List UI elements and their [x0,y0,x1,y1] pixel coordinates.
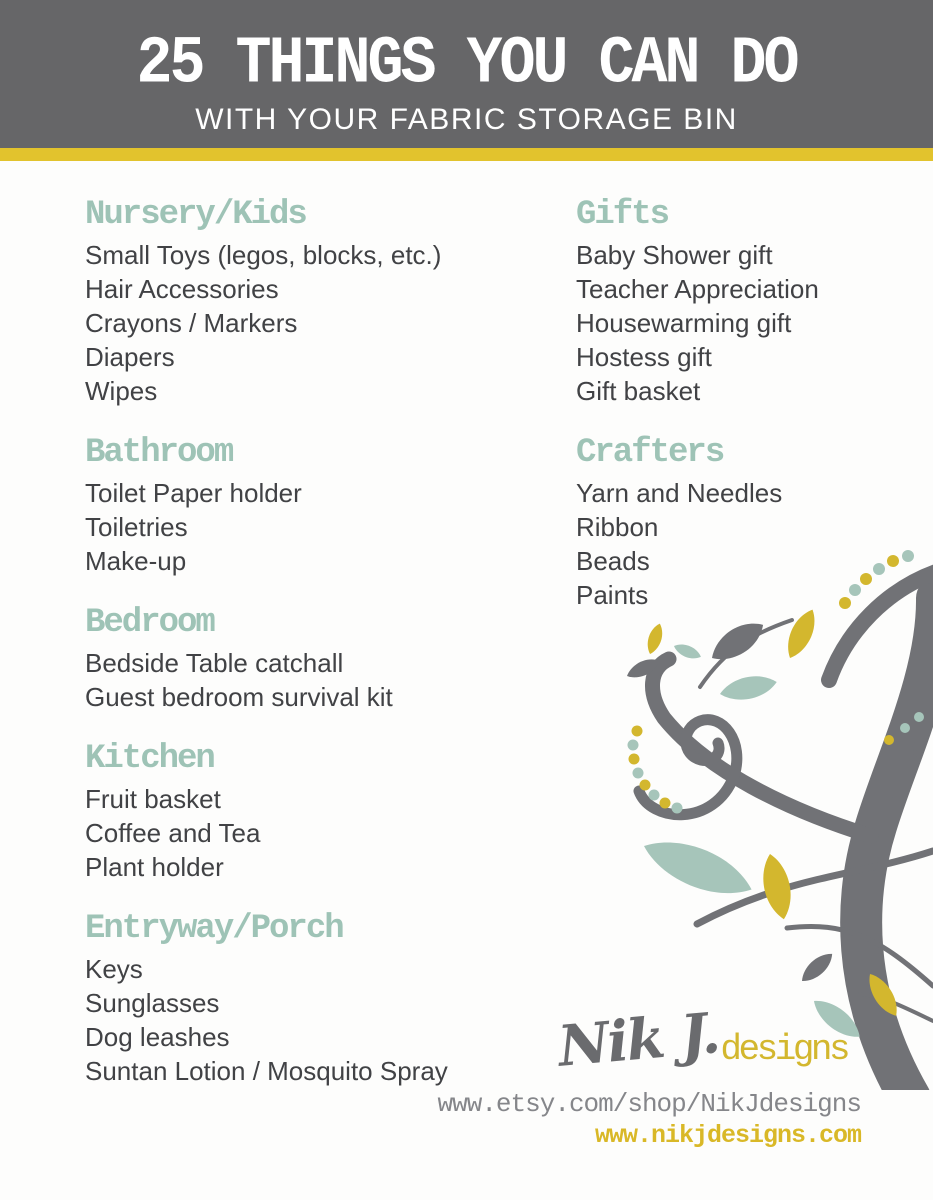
section-heading: Kitchen [85,740,214,778]
accent-divider [0,148,933,161]
list-item: Toiletries [85,512,188,542]
list-item: Teacher Appreciation [576,274,819,304]
section-heading: Crafters [576,434,724,472]
list-item: Housewarming gift [576,308,792,338]
brand-logo [555,1000,848,1080]
list-item: Gift basket [576,376,701,406]
list-item: Hair Accessories [85,274,279,304]
list-item: Yarn and Needles [576,478,783,508]
list-item: Guest bedroom survival kit [85,682,393,712]
column-left [85,192,555,1110]
list-item: Keys [85,954,143,984]
item-list [85,782,555,884]
list-item: Ribbon [576,512,659,542]
list-item: Hostess gift [576,342,712,372]
column-right [576,192,926,634]
list-item: Suntan Lotion / Mosquito Spray [85,1056,448,1086]
item-list [85,476,555,578]
section-heading: Gifts [576,196,669,234]
logo-word-text: designs [720,1029,848,1070]
section-gifts [576,192,926,408]
item-list [85,952,555,1088]
section-heading: Bathroom [85,434,233,472]
list-item: Plant holder [85,852,224,882]
item-list [576,238,926,408]
section-crafters [576,430,926,612]
section-kitchen [85,736,555,884]
page-title: 25 THINGS YOU CAN DO [136,26,797,103]
list-item: Crayons / Markers [85,308,298,338]
list-item: Toilet Paper holder [85,478,302,508]
list-item: Fruit basket [85,784,221,814]
header-banner [0,0,933,148]
footer-urls [438,1088,861,1152]
list-item: Bedside Table catchall [85,648,344,678]
logo-script-text: Nik J. [555,1000,721,1080]
section-entryway-porch [85,906,555,1088]
list-item: Sunglasses [85,988,220,1018]
website-url: www.nikjdesigns.com [594,1121,861,1150]
list-item: Make-up [85,546,187,576]
list-item: Small Toys (legos, blocks, etc.) [85,240,442,270]
list-item: Coffee and Tea [85,818,261,848]
section-heading: Entryway/Porch [85,910,343,948]
item-list [85,238,555,408]
section-bathroom [85,430,555,578]
list-item: Baby Shower gift [576,240,773,270]
list-item: Paints [576,580,649,610]
section-nursery-kids [85,192,555,408]
section-heading: Bedroom [85,604,214,642]
section-bedroom [85,600,555,714]
section-heading: Nursery/Kids [85,196,306,234]
page-subtitle: WITH YOUR FABRIC STORAGE BIN [195,103,738,136]
item-list [85,646,555,714]
list-item: Beads [576,546,650,576]
item-list [576,476,926,612]
etsy-shop-url: www.etsy.com/shop/NikJdesigns [437,1089,861,1119]
list-item: Wipes [85,376,158,406]
list-item: Diapers [85,342,175,372]
list-item: Dog leashes [85,1022,230,1052]
